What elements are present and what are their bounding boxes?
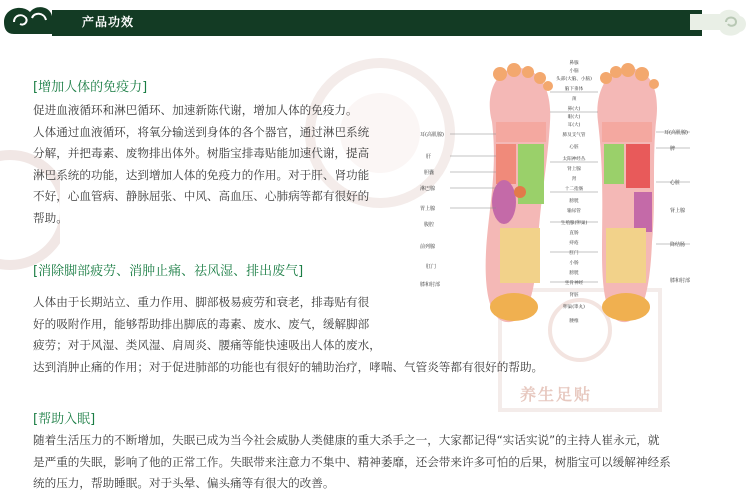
- right-foot-icon: [597, 63, 659, 322]
- label-right: 耳(高肌腺): [664, 130, 688, 136]
- text-line: 淋巴系统的功能，达到增加人体的免疫力的作用。对于肝、肾功能: [33, 167, 370, 182]
- section-title-fatigue: [消除脚部疲劳、消肿止痛、祛风湿、排出废气]: [33, 264, 304, 279]
- label-right: 脾: [670, 146, 676, 152]
- label-center: 生殖腺(卵巢): [560, 221, 588, 226]
- label-center: 鼻(大): [567, 107, 581, 112]
- label-center: 头部(大脑、小脑): [556, 77, 592, 82]
- text-line: 帮助。: [33, 210, 68, 225]
- label-center: 肛门: [569, 251, 579, 256]
- label-center: 腰椎: [569, 319, 579, 324]
- header-bar: [52, 10, 702, 36]
- label-center: 脑下垂体: [564, 87, 584, 92]
- text-line: 随着生活压力的不断增加，失眠已成为当今社会威胁人类健康的重大杀手之一，大家都记得“实话实说”的主持人崔永元，就: [33, 433, 660, 447]
- label-center: 太阳神经丛: [562, 157, 586, 162]
- section-title-sleep: [帮助入眠]: [33, 412, 96, 427]
- cloud-ornament-right-icon: [690, 4, 750, 44]
- label-center: 十二指肠: [564, 187, 584, 192]
- text-line: 不好，心血管病、静脉屈张、中风、高血压、心肺病等都有很好的: [33, 189, 370, 203]
- label-center: 颈: [571, 97, 577, 102]
- label-center: 膀胱: [569, 271, 579, 276]
- label-left: 前列腺: [420, 244, 436, 250]
- label-left: 膝和肘部: [420, 282, 441, 288]
- label-center: 肺及支气管: [562, 133, 586, 138]
- label-center: 卵巢(睾丸): [563, 305, 585, 310]
- label-center: 输尿管: [567, 209, 581, 214]
- text-line: 人体由于长期站立、重力作用、脚部极易疲劳和衰老，排毒贴有很: [33, 295, 370, 309]
- label-right: 肾上腺: [670, 208, 686, 214]
- label-left: 淋巴腺: [420, 186, 436, 192]
- left-foot-icon: [486, 63, 553, 322]
- label-center: 鼻腺: [569, 61, 579, 66]
- text-line: 统的压力，帮助睡眠。对于头晕、偏头痛等有很大的改善。: [33, 476, 335, 490]
- text-line: 疲劳；对于风湿、类风湿、肩周炎、腰痛等能快速吸出人体的废水，: [33, 338, 381, 352]
- label-left: 腹腔: [424, 222, 435, 228]
- label-left: 胆囊: [424, 170, 435, 176]
- text-line: 分解，并把毒素、废物排出体外。树脂宝排毒贴能加速代谢，提高: [33, 146, 370, 160]
- label-center: 肾: [571, 177, 577, 182]
- text-line: 是严重的失眠，影响了他的正常工作。失眠带来注意力不集中、精神萎靡，还会带来许多可怕的后果，树脂宝可以缓解神经系: [33, 454, 671, 469]
- label-left: 胃上腺: [420, 206, 436, 212]
- label-center: 膀胱: [569, 199, 579, 204]
- label-left: 肛门: [426, 264, 437, 270]
- text-line: 好的吸附作用，能够帮助排出脚底的毒素、废水、废气，缓解脚部: [33, 316, 370, 331]
- label-right: 降结肠: [670, 242, 686, 248]
- label-center: 肾上腺: [567, 167, 581, 172]
- label-center: 耳(大): [567, 123, 581, 128]
- text-line: 达到消肿止痛的作用；对于促进肺部的功能也有很好的辅助治疗，哮喘、气管炎等都有很好的帮助。: [33, 359, 544, 374]
- label-right: 膝和肘部: [670, 278, 691, 284]
- foot-reflexology-chart: [420, 52, 720, 342]
- label-right: 心脏: [670, 180, 681, 186]
- label-center: 肾脏: [569, 293, 579, 298]
- header: [0, 0, 750, 42]
- label-center: 直肠: [569, 231, 579, 236]
- label-center: 坐骨神经: [564, 281, 584, 286]
- section-body-sleep: [33, 430, 671, 495]
- section-body-immunity: [33, 100, 369, 229]
- label-center: 小肠: [569, 261, 579, 266]
- label-center: 小脑: [569, 69, 579, 74]
- text-line: 人体通过血液循环，将氧分输送到身体的各个器官，通过淋巴系统: [33, 124, 370, 139]
- label-center: 痔疮: [569, 241, 579, 246]
- label-center: 眼(大): [567, 115, 581, 120]
- text-line: 促进血液循环和淋巴循环、加速新陈代谢，增加人体的免疫力。: [33, 103, 358, 117]
- page-title: 产品功效: [82, 15, 135, 29]
- product-stamp: 养生足贴: [520, 385, 593, 404]
- section-title-immunity: [增加人体的免疫力]: [33, 80, 148, 95]
- label-left: 耳(高肌腺): [420, 132, 444, 138]
- label-center: 心脏: [569, 145, 579, 150]
- label-left: 肝: [426, 154, 432, 160]
